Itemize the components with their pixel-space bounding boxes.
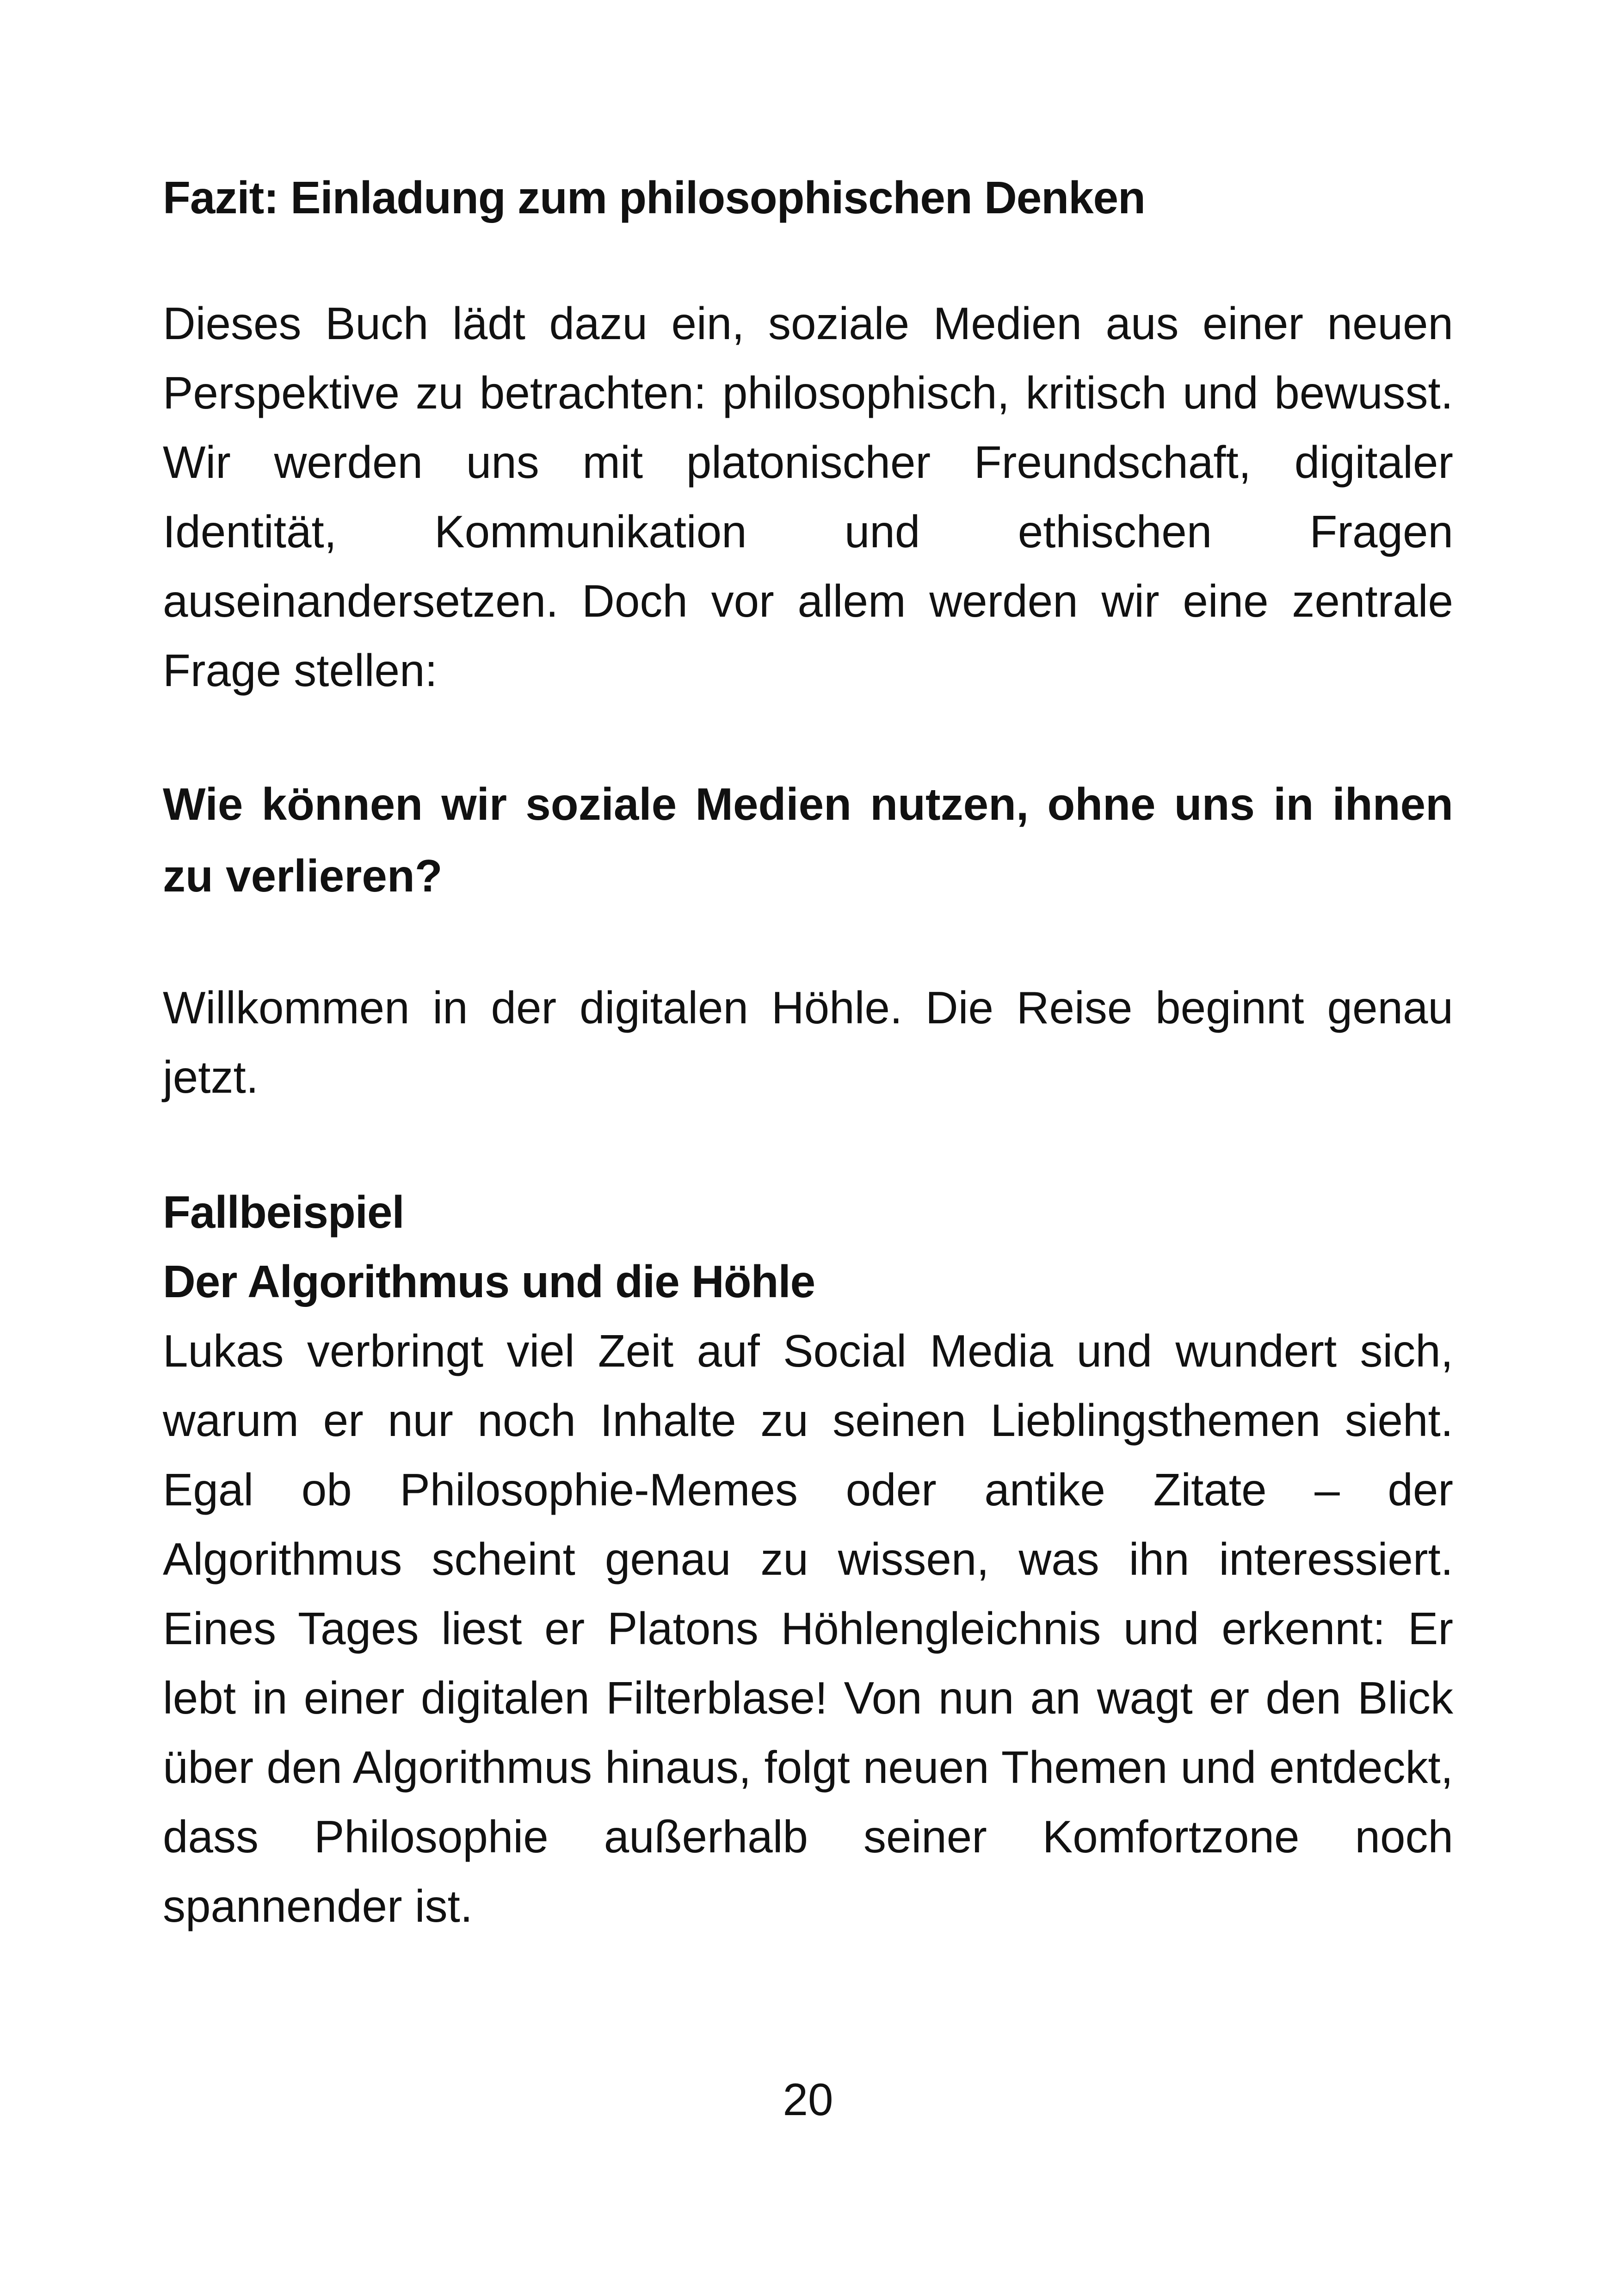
- spacer: [163, 232, 1453, 289]
- case-study-label: Fallbeispiel: [163, 1187, 404, 1238]
- case-study-text: Lukas verbringt viel Zeit auf Social Media und wundert sich, warum er nur noch Inhalte zu seinen Lieblingsthemen sieht. Egal ob Philosophie-Memes oder antike Zitate – der Algorithmus scheint genau zu wissen, was ihn interessiert. Eines Tages liest er Platons Höhlengleichnis und erkennt: Er lebt in einer digitalen Filterblase! Von nun an wagt er den Blick über den Algorithmus hinaus, folgt neuen Themen und entdeckt, dass Philosophie außerhalb seiner Komfortzone noch spannender ist.: [163, 1325, 1453, 1931]
- intro-paragraph: Dieses Buch lädt dazu ein, soziale Medien aus einer neuen Perspektive zu betrachten: philosophisch, kritisch und bewusst. Wir werden uns mit platonischer Freundschaft, digitaler Identität, Kommunikation und ethischen Fragen auseinandersetzen. Doch vor allem werden wir eine zentrale Frage stellen:: [163, 298, 1453, 696]
- spacer: [163, 912, 1453, 973]
- page-content: [163, 163, 1453, 1941]
- spacer: [163, 1112, 1453, 1177]
- page-number: 20: [783, 2074, 833, 2125]
- case-study-title: Der Algorithmus und die Höhle: [163, 1256, 815, 1307]
- spacer: [163, 705, 1453, 768]
- central-question: Wie können wir soziale Medien nutzen, ohne uns in ihnen zu verlieren?: [163, 779, 1453, 901]
- welcome-paragraph: Willkommen in der digitalen Höhle. Die Reise beginnt genau jetzt.: [163, 982, 1453, 1102]
- section-heading: Fazit: Einladung zum philosophischen Denken: [163, 172, 1146, 223]
